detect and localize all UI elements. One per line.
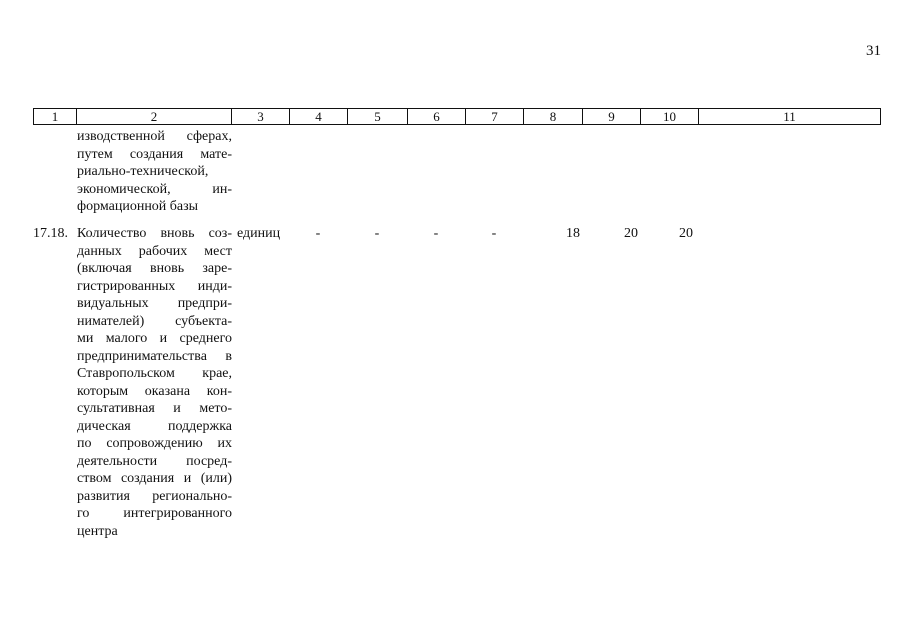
description-line: гистрированных инди- bbox=[77, 278, 232, 294]
header-col-1: 1 bbox=[34, 109, 77, 124]
row-number: 17.18. bbox=[33, 226, 68, 241]
description-line: дическая поддержка bbox=[77, 418, 232, 434]
value-col-4: - bbox=[315, 226, 321, 241]
value-col-10: 20 bbox=[679, 226, 693, 241]
header-col-7: 7 bbox=[466, 109, 524, 124]
page-number: 31 bbox=[866, 43, 881, 59]
description-line: ством создания и (или) bbox=[77, 471, 232, 486]
description-line: Ставропольском крае, bbox=[77, 366, 232, 381]
header-col-11: 11 bbox=[783, 109, 796, 124]
description-line: деятельности посред- bbox=[77, 453, 232, 469]
value-col-8: 18 bbox=[566, 226, 580, 241]
row-unit: единиц bbox=[237, 226, 281, 241]
description-line: данных рабочих мест bbox=[77, 243, 232, 259]
description-line: которым оказана кон- bbox=[77, 383, 232, 399]
description-line: по сопровождению их bbox=[77, 436, 232, 451]
description-line: ми малого и среднего bbox=[77, 331, 232, 346]
value-col-6: - bbox=[433, 226, 439, 241]
description-line: сультативная и мето- bbox=[77, 401, 232, 416]
header-col-3: 3 bbox=[232, 109, 290, 124]
table-header-row bbox=[33, 108, 881, 125]
description-line: (включая вновь заре- bbox=[77, 261, 232, 276]
header-col-2: 2 bbox=[77, 109, 232, 124]
header-col-5: 5 bbox=[348, 109, 408, 124]
header-col-4: 4 bbox=[290, 109, 348, 124]
description-line: видуальных предпри- bbox=[77, 296, 232, 311]
continuation-line: экономической, ин- bbox=[77, 181, 232, 197]
description-line: нимателей) субъекта- bbox=[77, 313, 232, 329]
description-line: центра bbox=[77, 523, 118, 539]
continuation-line: изводственной сферах, bbox=[77, 129, 232, 144]
value-col-9: 20 bbox=[624, 226, 638, 241]
header-col-6: 6 bbox=[408, 109, 466, 124]
row-description bbox=[77, 225, 232, 540]
header-col-9: 9 bbox=[583, 109, 641, 124]
continuation-line: формационной базы bbox=[77, 199, 199, 214]
description-line: развития регионально- bbox=[77, 488, 232, 504]
continuation-line: путем создания мате- bbox=[77, 146, 232, 162]
value-col-5: - bbox=[374, 226, 380, 241]
header-col-8: 8 bbox=[524, 109, 583, 124]
description-line: го интегрированного bbox=[77, 506, 232, 521]
value-col-7: - bbox=[491, 226, 497, 241]
continuation-text bbox=[77, 128, 232, 216]
description-line: Количество вновь соз- bbox=[77, 226, 232, 241]
header-col-10: 10 bbox=[641, 109, 699, 124]
continuation-line: риально-технической, bbox=[77, 164, 209, 179]
description-line: предпринимательства в bbox=[77, 348, 232, 364]
